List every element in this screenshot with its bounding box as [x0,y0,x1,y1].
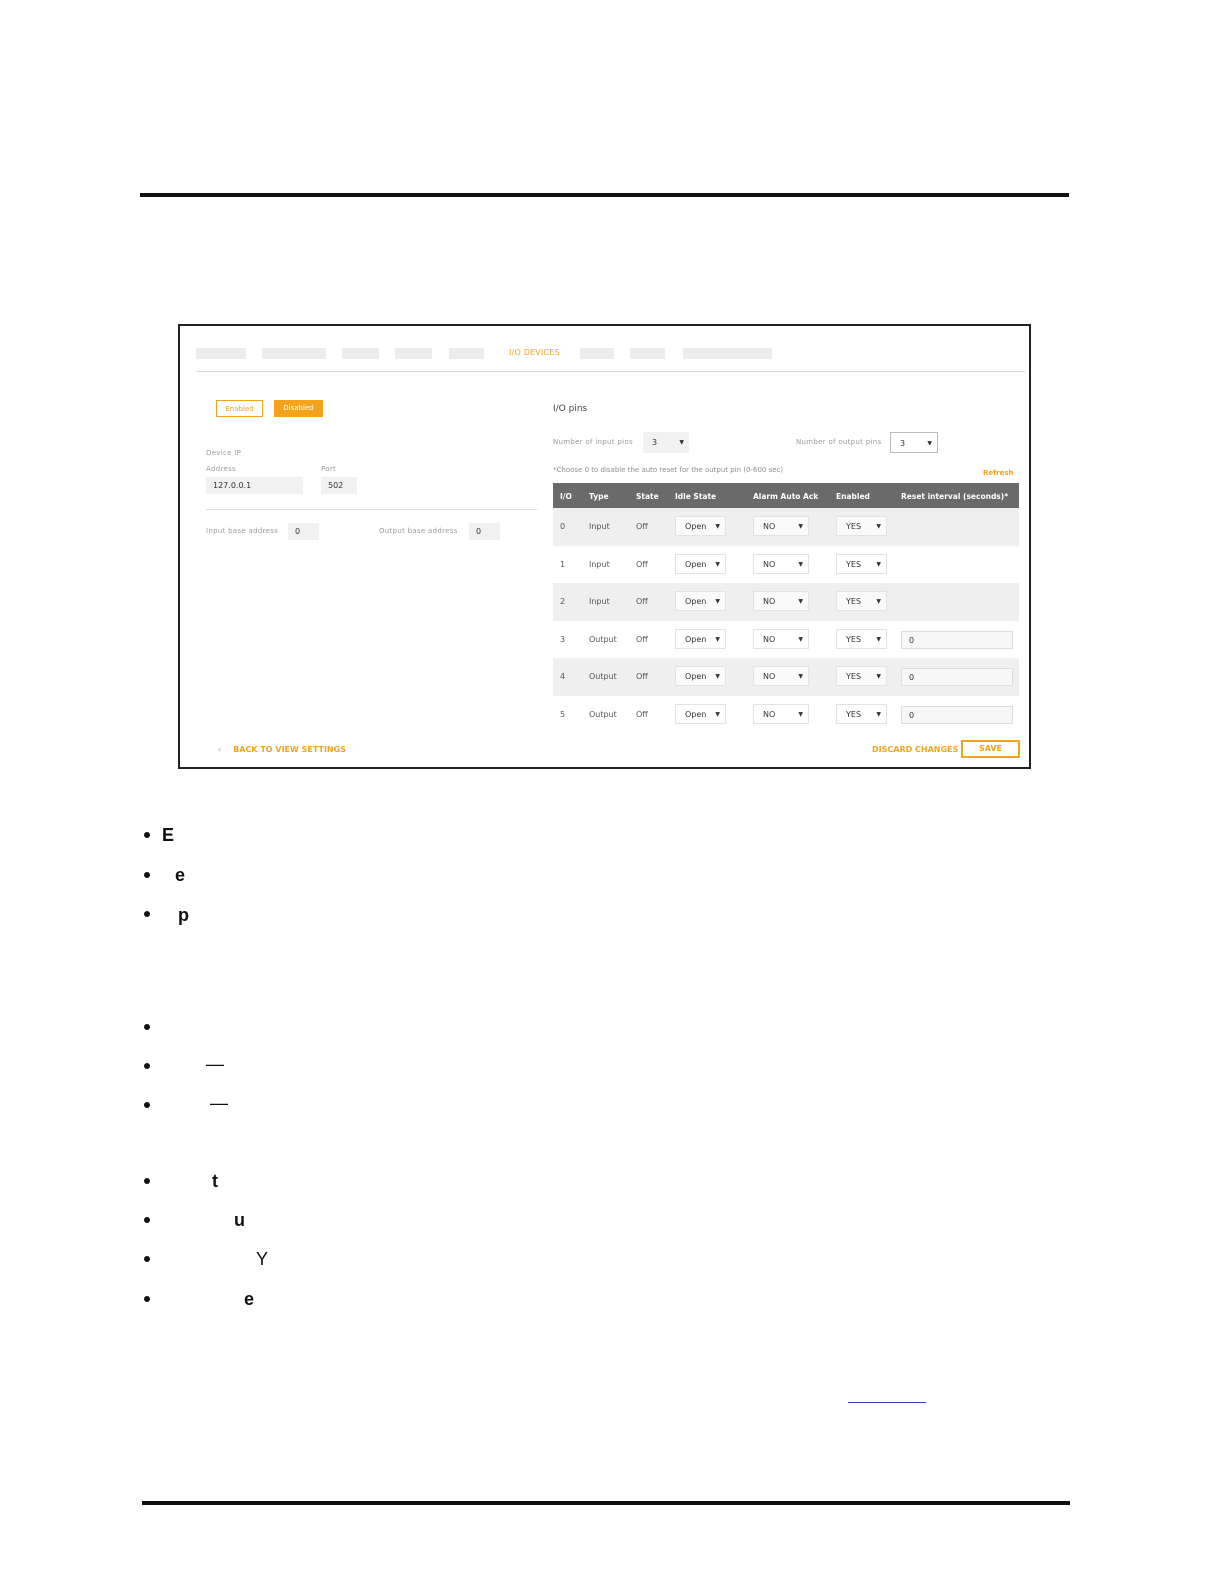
bullet-text: t [212,1171,218,1191]
bullet-dot [144,911,150,917]
table-row [553,696,1019,734]
idle-state-select[interactable] [675,591,726,611]
pin-type: Output [589,634,617,644]
io-number: 5 [560,709,566,719]
idle-state-value: Open [685,709,707,719]
input-base-input[interactable]: 0 [288,523,319,540]
col-alarm-auto-ack: Alarm Auto Ack [753,492,819,501]
alarm-ack-value: NO [763,634,776,644]
pin-state: Off [636,559,648,569]
chevron-down-icon: ▼ [715,710,720,718]
chevron-down-icon: ▼ [798,635,803,643]
io-number: 2 [560,597,566,606]
bullet-text: E [162,825,175,845]
enabled-select[interactable] [836,629,887,649]
table-row [553,658,1019,696]
chevron-down-icon: ▼ [876,635,881,643]
chevron-down-icon: ▼ [798,523,803,530]
tab-placeholder[interactable] [630,348,665,359]
alarm-ack-select[interactable] [753,591,809,611]
bullet-text: — [206,1054,224,1074]
enabled-value: YES [846,672,862,681]
pin-state: Off [636,597,648,606]
alarm-ack-select[interactable] [753,554,809,574]
col-reset-interval: Reset interval (seconds)* [901,492,1009,501]
save-button[interactable]: SAVE [961,740,1020,758]
alarm-ack-select[interactable] [753,704,809,724]
bottom-rule [142,1501,1070,1505]
tab-io-devices[interactable]: I/O DEVICES [509,348,560,357]
idle-state-select[interactable] [675,666,726,686]
enabled-value: YES [846,559,862,569]
alarm-ack-value: NO [763,597,776,606]
enabled-select[interactable] [836,704,887,724]
idle-state-value: Open [685,522,707,531]
device-ip-label: Device IP [206,449,242,457]
tab-placeholder[interactable] [395,348,432,359]
tab-placeholder[interactable] [449,348,484,359]
chevron-down-icon: ▼ [715,673,720,680]
table-row [553,621,1019,659]
idle-state-select[interactable] [675,554,726,574]
io-number: 3 [560,634,566,644]
pin-type: Input [589,559,610,569]
bullet-dot [144,1217,150,1223]
num-output-value: 3 [900,439,906,448]
table-header [553,483,1019,508]
bullet-dot [144,1102,150,1108]
input-base-label: Input base address [206,527,279,535]
enabled-select[interactable] [836,516,887,536]
enabled-value: YES [846,522,862,531]
io-number: 4 [560,672,566,681]
pin-state: Off [636,634,648,644]
pin-type: Input [589,522,610,531]
pin-state: Off [636,709,648,719]
tab-bar [196,344,1025,372]
table-row [553,546,1019,584]
tab-placeholder[interactable] [196,348,246,359]
enabled-value: YES [846,597,862,606]
bullet-text: — [210,1093,228,1113]
bullet-text: u [234,1210,245,1230]
idle-state-value: Open [685,597,707,606]
col-io: I/O [560,492,572,501]
output-base-input[interactable]: 0 [469,523,500,540]
idle-state-select[interactable] [675,629,726,649]
alarm-ack-value: NO [763,709,776,719]
io-pins-table [553,483,1019,733]
alarm-ack-value: NO [763,522,776,531]
col-enabled: Enabled [836,492,870,501]
tab-placeholder[interactable] [262,348,326,359]
num-input-select[interactable] [643,432,689,453]
alarm-ack-select[interactable] [753,629,809,649]
pin-type: Output [589,672,617,681]
bullet-dot [144,1063,150,1069]
port-input[interactable]: 502 [321,477,357,494]
col-idle-state: Idle State [675,492,717,501]
bullet-dot [144,1024,150,1030]
alarm-ack-value: NO [763,559,776,569]
chevron-down-icon: ▼ [798,673,803,680]
output-base-label: Output base address [379,527,458,535]
bullet-dot [144,1296,150,1302]
address-label: Address [206,465,236,473]
pin-state: Off [636,672,648,681]
io-number: 0 [560,522,566,531]
bullet-text: Y [256,1249,269,1269]
bullet-dot [144,1256,150,1262]
io-pins-title: I/O pins [553,404,588,414]
tab-placeholder[interactable] [683,348,772,359]
divider [206,509,537,510]
chevron-down-icon: ▼ [715,560,720,568]
chevron-down-icon: ▼ [876,673,881,680]
chevron-down-icon: ▼ [715,523,720,530]
back-to-view-settings-link[interactable] [218,745,346,754]
chevron-left-icon: ‹ [218,745,222,754]
reset-note: *Choose 0 to disable the auto reset for the output pin (0-600 sec) [553,466,784,474]
chevron-down-icon: ▼ [927,440,932,447]
port-label: Port [321,465,337,473]
chevron-down-icon: ▼ [798,560,803,568]
num-output-select[interactable] [890,432,938,453]
reset-interval-input[interactable]: 0 [901,631,1013,649]
disabled-toggle[interactable]: Disabled [274,400,323,417]
enabled-select[interactable] [836,666,887,686]
idle-state-select[interactable] [675,516,726,536]
chevron-down-icon: ▼ [876,560,881,568]
io-number: 1 [560,559,566,569]
bullet-dot [144,1178,150,1184]
col-type: Type [589,492,609,501]
enabled-toggle[interactable]: Enabled [216,400,263,417]
bullet-text: e [175,865,186,885]
discard-changes-button[interactable]: DISCARD CHANGES [872,745,959,754]
chevron-down-icon: ▼ [715,598,720,605]
chevron-down-icon: ▼ [798,598,803,605]
reset-interval-input[interactable]: 0 [901,706,1013,724]
bullet-text: p [178,905,189,925]
chevron-down-icon: ▼ [715,635,720,643]
back-label: BACK TO VIEW SETTINGS [233,745,346,754]
col-state: State [636,492,659,501]
enabled-value: YES [846,709,862,719]
table-row [553,508,1019,546]
hyperlink-underline[interactable] [848,1402,926,1403]
bullet-text: e [244,1289,255,1309]
reset-interval-input[interactable]: 0 [901,668,1013,686]
alarm-ack-select[interactable] [753,666,809,686]
tab-placeholder[interactable] [580,348,614,359]
chevron-down-icon: ▼ [798,710,803,718]
io-devices-screenshot [178,324,1031,769]
address-input[interactable]: 127.0.0.1 [206,477,303,494]
num-input-label: Number of input pins [553,438,634,446]
enabled-value: YES [846,634,862,644]
enabled-select[interactable] [836,554,887,574]
chevron-down-icon: ▼ [876,523,881,530]
idle-state-value: Open [685,559,707,569]
alarm-ack-value: NO [763,672,776,681]
pin-type: Output [589,709,617,719]
table-row [553,583,1019,621]
top-rule [140,193,1069,197]
bullet-dot [144,832,150,838]
num-input-value: 3 [652,438,658,447]
num-output-label: Number of output pins [796,438,882,446]
idle-state-value: Open [685,634,707,644]
refresh-link[interactable]: Refresh [983,469,1014,477]
bullet-dot [144,872,150,878]
pin-state: Off [636,522,648,531]
idle-state-value: Open [685,672,707,681]
chevron-down-icon: ▼ [876,710,881,718]
tab-placeholder[interactable] [342,348,379,359]
chevron-down-icon: ▼ [679,439,684,446]
pin-type: Input [589,597,610,606]
chevron-down-icon: ▼ [876,598,881,605]
alarm-ack-select[interactable] [753,516,809,536]
enabled-select[interactable] [836,591,887,611]
idle-state-select[interactable] [675,704,726,724]
